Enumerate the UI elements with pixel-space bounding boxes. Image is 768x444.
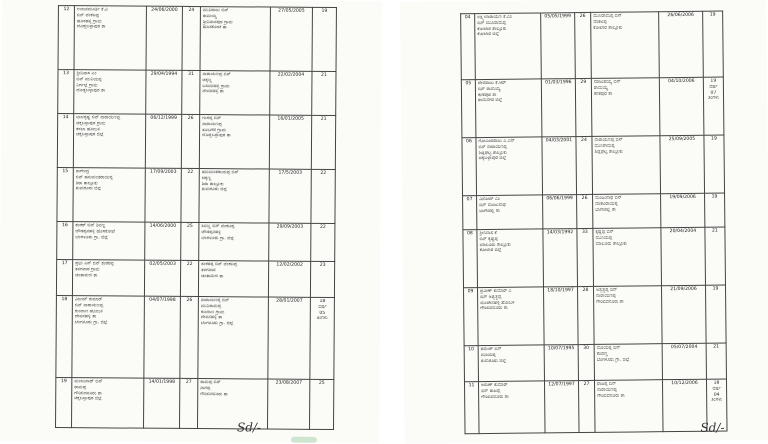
serial-number-cell: 08 bbox=[463, 230, 478, 288]
guardian-cell bbox=[593, 286, 662, 345]
name-line: ಕುಂದಾಣ ಹೋಬಳಿ bbox=[74, 308, 103, 314]
candidate-name-cell bbox=[478, 287, 545, 346]
guardian-line: ರಾಮಯ್ಯ bbox=[202, 13, 217, 19]
serial-number-cell: 11 bbox=[464, 382, 479, 434]
years-cell: 25 bbox=[310, 379, 334, 429]
guardian-line: ಚಿಕ್ಕಣ್ಣ bbox=[202, 77, 212, 83]
birth-date-cell: 06/06/1999 bbox=[543, 195, 577, 229]
name-line: ಗೌರಿಬಿದನೂರು ತಾ bbox=[481, 394, 509, 400]
guardian-cell bbox=[200, 71, 270, 115]
guardian-line: ಶ್ರೀನಿವಾಸಪುರ ಗ್ರಾಮ bbox=[202, 19, 233, 25]
guardian-line: ನಾರಾಯಣಪ್ಪ ಬಿನ್ bbox=[594, 137, 623, 143]
guardian-line: ಶಂಕರಪ್ಪ ಬಿನ್ ವೆಂಕಟಪ್ಪ bbox=[201, 262, 238, 268]
serial-number-cell: 14 bbox=[57, 114, 73, 168]
age-cell: 22 bbox=[180, 260, 198, 296]
name-line: ಅಂಜನಮೂರ್ತಿ ಕೆ.ವಿ bbox=[76, 7, 108, 13]
name-line: ತುಮಕೂರು ಜಿಲ್ಲೆ bbox=[75, 186, 102, 192]
table-row bbox=[56, 378, 368, 430]
guardian-line: ಚಿಕ್ಕಣ್ಣ bbox=[201, 175, 212, 181]
age-cell: 26 bbox=[181, 114, 199, 168]
name-line: ವಿನೋದ್ ಎಂ bbox=[479, 196, 500, 203]
name-line: ಅರುಣ್ ಕುಮಾರ್ bbox=[481, 382, 508, 389]
table-row bbox=[57, 222, 369, 262]
name-line: ಶಿರಾ ತಾಲ್ಲೂಕು bbox=[75, 180, 98, 186]
name-line: ದೊಡ್ಡಬಳ್ಳಾಪುರ ತಾ bbox=[76, 88, 106, 94]
candidate-name-cell bbox=[72, 296, 145, 379]
num-line: 18 bbox=[713, 380, 720, 386]
table-row bbox=[461, 77, 758, 138]
entry-date-cell: 05/07/2004 bbox=[662, 343, 706, 379]
guardian-line: ಮುನಿಯಪ್ಪ bbox=[595, 235, 613, 241]
guardian-line: ತೂಬಗೆರೆ ಗ್ರಾಮ bbox=[202, 127, 227, 133]
guardian-line: ಮುನಿಶಾಮಪ್ಪ bbox=[594, 143, 615, 149]
name-line: ರಮೇಶ್ ಬಿನ್ bbox=[480, 346, 502, 353]
table-row bbox=[462, 135, 759, 196]
name-line: ಚಿಂತಾಮಣಿ ತಾ bbox=[75, 272, 98, 278]
name-line: ದೊಡ್ಡಬಳ್ಳಾಪುರ ತಾ bbox=[76, 24, 106, 30]
name-line: ಬೆಂಗಳೂರು ಗ್ರಾ. ಜಿಲ್ಲೆ bbox=[75, 234, 109, 241]
guardian-line: ನಾರಾಯಣಪ್ಪ ಬಿನ್ bbox=[200, 298, 230, 304]
guardian-line: ಬೆಂಗಳೂರು ಗ್ರಾ. ಜಿಲ್ಲೆ bbox=[201, 235, 235, 241]
age-cell: 29 bbox=[575, 78, 592, 136]
birth-date-cell: 01/03/1996 bbox=[541, 79, 576, 137]
guardian-cell bbox=[198, 297, 269, 379]
entry-date-cell: 10/12/2006 bbox=[662, 379, 707, 431]
entry-date-cell: 17/5/2003 bbox=[269, 169, 311, 223]
name-line: ಬಿನ್ ಅಶ್ವತ್ಥಪ್ಪ bbox=[480, 294, 502, 300]
table-row bbox=[58, 70, 370, 116]
num-line: ವರ್ಷ bbox=[709, 84, 718, 90]
name-line: ಶ್ರೀನಿವಾಸ ಎಂ bbox=[76, 71, 97, 77]
candidate-name-cell bbox=[475, 79, 542, 138]
guardian-cell bbox=[593, 194, 661, 229]
table-row bbox=[57, 114, 369, 170]
age-cell: 25 bbox=[181, 222, 199, 260]
guardian-line: ಕೋಲಾರ ತಾಲ್ಲೂಕು bbox=[593, 25, 623, 31]
name-line: ಬಿನ್ ಮುನಿಯಪ್ಪ bbox=[76, 76, 102, 83]
serial-number-cell: 16 bbox=[57, 222, 73, 260]
guardian-line: ಚಿಂತಾಮಣಿ ತಾ bbox=[201, 273, 224, 279]
guardian-line: ದೇವನಹಳ್ಳಿ ತಾ bbox=[202, 89, 224, 95]
candidate-name-cell bbox=[476, 137, 543, 196]
guardian-line: ಶಿರಾ ತಾಲ್ಲೂಕು bbox=[201, 181, 224, 187]
guardian-line: ಗಂಗಪ್ಪ ಬಿನ್ bbox=[202, 116, 222, 122]
guardian-line: ರಾಮಪ್ಪ ಬಿನ್ bbox=[200, 380, 221, 386]
birth-date-cell: 24/06/2000 bbox=[146, 6, 182, 70]
num-line: ವರ್ಷ bbox=[712, 386, 721, 392]
entry-date-cell: 27/05/2005 bbox=[270, 7, 312, 71]
years-cell bbox=[310, 297, 335, 379]
name-line: ರಾಮನಗರ ಜಿಲ್ಲೆ bbox=[478, 98, 503, 104]
guardian-line: ವೆಂಕಟರಾಯಪ್ಪ bbox=[595, 201, 618, 207]
candidate-name-cell bbox=[478, 381, 545, 434]
birth-date-cell: 14/06/2000 bbox=[145, 222, 181, 260]
guardian-line: ತಳಗವಾರ bbox=[201, 267, 216, 273]
guardian-line: ಮುನಿರಾಮಪ್ಪ ಬಿನ್ bbox=[593, 13, 622, 19]
table-row bbox=[463, 227, 760, 288]
birth-date-cell: 06/12/1999 bbox=[145, 114, 181, 168]
guardian-line: ನಾರಾಯಣಪ್ಪ bbox=[597, 387, 617, 393]
entry-date-cell: 21/09/2006 bbox=[661, 285, 706, 343]
age-cell: 22 bbox=[181, 168, 199, 222]
guardian-line: ನಾರಾಯಣಪ್ಪ bbox=[596, 293, 616, 299]
name-line: ಲಕ್ಷ್ಮೀನಾರಾಯಣ ಕೆ.ಎಂ bbox=[477, 14, 512, 21]
guardian-line: ಬೆಂಗಳೂರು ಗ್ರಾ. ಜಿಲ್ಲೆ bbox=[596, 357, 630, 363]
register-table-right bbox=[460, 10, 761, 434]
age-cell: 26 bbox=[575, 12, 592, 78]
guardian-cell bbox=[592, 136, 661, 195]
guardian-line: ಮರಿಯಪ್ಪ ಬಿನ್ bbox=[596, 345, 621, 351]
birth-date-cell: 29/04/1994 bbox=[146, 70, 182, 114]
name-line: ಚಿಕ್ಕಬಳ್ಳಾಪುರ ಜಿಲ್ಲೆ bbox=[478, 156, 507, 162]
entry-date-cell: 16/01/2005 bbox=[269, 115, 311, 169]
name-line: ಬಿನ್ ರಾಮಯ್ಯ bbox=[477, 86, 501, 92]
guardian-line: ನರಸಿಂಹಯ್ಯ ಬಿನ್ bbox=[593, 79, 621, 85]
birth-date-cell: 18/10/1997 bbox=[544, 287, 579, 345]
serial-number-cell: 07 bbox=[463, 196, 477, 230]
candidate-name-cell bbox=[73, 114, 145, 169]
candidate-name-cell bbox=[477, 229, 544, 288]
signature-left: Sd/- bbox=[236, 420, 262, 435]
guardian-cell bbox=[593, 228, 662, 287]
name-line: ತಳಗವಾರ ಗ್ರಾಮ bbox=[75, 266, 100, 273]
birth-date-cell: 17/09/2003 bbox=[145, 168, 181, 222]
name-line: ನಿರ್ಗಲ್ಲೆ ಗ್ರಾಮ bbox=[76, 82, 98, 88]
age-cell: 27 bbox=[180, 378, 198, 428]
name-line: ಬಿನ್ ಹನುಮಂತರಾಯಪ್ಪ bbox=[75, 174, 113, 181]
guardian-line: ಕುಂದಾಣ ಗ್ರಾಮ bbox=[200, 309, 225, 315]
guardian-line: ಮುನಿರಾಜು ಬಿನ್ bbox=[202, 8, 229, 14]
years-cell: 19 bbox=[705, 193, 725, 227]
name-line: ದೇವರಾಜು ಕೆ.ಆರ್ bbox=[477, 80, 507, 87]
guardian-line: ಗೌರಿಬಿದನೂರು ತಾ bbox=[596, 299, 624, 305]
name-line: ಚಿಕ್ಕಬಳ್ಳಾಪುರ ಜಿಲ್ಲೆ bbox=[74, 396, 102, 402]
guardian-line: ಮಾಲೂರು ತಾಲ್ಲೂಕು bbox=[595, 241, 627, 247]
name-line: ದೇವನಹಳ್ಳಿ ತಾ bbox=[74, 314, 97, 320]
name-line: ಬಾಲಕೃಷ್ಣ ಬಿನ್ ನಾರಾಯಣಪ್ಪ bbox=[76, 115, 121, 121]
entry-date-cell: 28/01/2007 bbox=[268, 297, 311, 379]
num-line: ತಿಂಗಳು bbox=[708, 95, 720, 102]
name-line: ಕಸಬಾ ಹೋಬಳಿ bbox=[76, 126, 101, 132]
birth-date-cell: 12/07/1997 bbox=[544, 381, 579, 433]
name-line: ಶಂಕರ್ ಬಿನ್ ಶಿವಣ್ಣ bbox=[75, 223, 106, 229]
birth-date-cell: 14/03/1992 bbox=[543, 229, 578, 287]
age-cell: 26 bbox=[180, 296, 199, 378]
name-line: ಬಿನ್ ರಾಜಪ್ಪ bbox=[481, 388, 501, 394]
name-line: ಬೆಂಗಳೂರು ಗ್ರಾ. ಜಿಲ್ಲೆ bbox=[74, 320, 108, 326]
entry-date-cell: 04/10/2006 bbox=[659, 77, 704, 135]
num-line: 19 bbox=[710, 78, 717, 84]
guardian-line: ದೇವನಹಳ್ಳಿ ತಾ bbox=[200, 315, 223, 321]
years-cell bbox=[703, 77, 724, 135]
guardian-line: ಚೌಡಪ್ಪನಹಳ್ಳಿ bbox=[201, 229, 222, 236]
serial-number-cell: 06 bbox=[462, 138, 477, 196]
serial-number-cell: 09 bbox=[464, 288, 479, 346]
candidate-name-cell bbox=[72, 378, 144, 429]
name-line: ಗೋವಿಂದರಾಜು ಎ.ಎನ್ bbox=[478, 138, 515, 145]
entry-date-cell: 29/09/2003 bbox=[269, 223, 311, 261]
name-line: ಬಿನ್ ಮುನಿರಾಮಪ್ಪ bbox=[477, 20, 506, 26]
guardian-line: ಕನಕಪುರ ತಾ bbox=[593, 91, 613, 97]
age-cell: 27 bbox=[578, 380, 595, 432]
name-line: ಕೋಲಾರ ತಾಲ್ಲೂಕು bbox=[477, 26, 507, 32]
name-line: ತುಮಕೂರು ಜಿಲ್ಲೆ bbox=[480, 358, 507, 364]
guardian-line: ನಾರಾಯಣಪ್ಪ bbox=[202, 121, 222, 128]
birth-date-cell: 04/07/1998 bbox=[144, 296, 181, 378]
document-page-right bbox=[400, 0, 768, 444]
birth-date-cell: 04/03/2001 bbox=[542, 137, 577, 195]
candidate-name-cell bbox=[73, 168, 145, 223]
entry-date-cell: 20/04/2004 bbox=[661, 227, 706, 285]
name-line: ಚಿಕ್ಕಬಳ್ಳಾಪುರ ಗ್ರಾಮ bbox=[76, 120, 106, 127]
guardian-cell bbox=[591, 78, 660, 137]
entry-date-cell: 23/08/2007 bbox=[268, 379, 310, 429]
guardian-line: ರಾಜಪ್ಪ ಬಿನ್ bbox=[596, 381, 617, 387]
guardian-line: ಅಶ್ವತ್ಥಪ್ಪ ಬಿನ್ bbox=[596, 287, 618, 293]
name-line: ಬಿನ್ ಕೃಷ್ಣಪ್ಪ bbox=[479, 236, 498, 242]
name-line: ಕೋಲಾರ ಜಿಲ್ಲೆ bbox=[479, 248, 502, 254]
years-cell: 21 bbox=[312, 71, 336, 115]
guardian-line: ದೊಡ್ಡಬಳ್ಳಾಪುರ ತಾ bbox=[202, 133, 231, 139]
guardian-cell bbox=[594, 380, 663, 433]
guardian-line: ಬಸವನಹಳ್ಳಿ ಗ್ರಾಮ bbox=[202, 83, 230, 89]
name-line: ಬಿನ್ ನಾರಾಯಣಪ್ಪ bbox=[478, 144, 507, 150]
table-row bbox=[464, 285, 761, 346]
table-row bbox=[56, 260, 368, 298]
guardian-line: ತುಮಕೂರು ಜಿಲ್ಲೆ bbox=[201, 187, 228, 193]
name-line: ಗೌರಿಬಿದನೂರು ತಾ bbox=[480, 306, 508, 312]
table-row bbox=[56, 296, 369, 380]
num-line: 18 bbox=[319, 298, 326, 304]
name-line: ಶಿಡ್ಲಘಟ್ಟ ತಾಲ್ಲೂಕು bbox=[478, 150, 507, 156]
name-line: ಪ್ರವೀಣ್ ಕುಮಾರ್ ಎ bbox=[480, 288, 512, 295]
guardian-line: ಗೌರಿಬಿದನೂರು ತಾ bbox=[200, 391, 228, 397]
name-line: ಬಿನ್ ಮಂಜುನಾಥ bbox=[479, 202, 506, 208]
years-cell: 19 bbox=[312, 7, 336, 71]
years-cell: 21 bbox=[311, 115, 335, 169]
years-cell: 22 bbox=[311, 169, 335, 223]
name-line: ಬಿನ್ ವೆಂಕಟಪ್ಪ bbox=[76, 12, 100, 19]
name-line: ಮಾಲೂರು ತಾಲ್ಲೂಕು bbox=[479, 242, 511, 248]
serial-number-cell: 18 bbox=[56, 296, 73, 378]
age-cell: 31 bbox=[182, 70, 200, 114]
guardian-cell bbox=[199, 115, 269, 169]
table-row bbox=[464, 343, 760, 382]
name-line: ಪ್ರಭು ಎನ್ ಬಿನ್ ಶಂಕರಪ್ಪ bbox=[75, 261, 114, 267]
birth-date-cell: 05/05/1999 bbox=[541, 13, 576, 79]
guardian-cell bbox=[199, 169, 269, 223]
num-line: ವರ್ಷ bbox=[318, 304, 327, 310]
guardian-cell bbox=[591, 12, 660, 79]
years-cell: 21 bbox=[705, 227, 726, 285]
guardian-line: ಕೃಷ್ಣಪ್ಪ ಬಿನ್ bbox=[595, 229, 614, 235]
candidate-name-cell bbox=[74, 6, 146, 71]
table-row bbox=[463, 193, 759, 230]
num-line: ತಿಂಗಳು bbox=[316, 316, 328, 322]
candidate-name-cell bbox=[74, 70, 146, 115]
name-line: ಹೊಸಹಳ್ಳಿ ಗ್ರಾಮ bbox=[76, 18, 102, 24]
serial-number-cell: 15 bbox=[57, 168, 73, 222]
serial-number-cell: 12 bbox=[58, 6, 74, 70]
guardian-line: ರಾಮಯ್ಯ bbox=[593, 85, 608, 91]
name-line: ಚಿಕ್ಕಬಳ್ಳಾಪುರ ಜಿಲ್ಲೆ bbox=[76, 132, 104, 138]
guardian-line: ಗೌರಿಬಿದನೂರು ತಾ bbox=[597, 393, 625, 399]
name-line: ನಾಗೇಂದ್ರ bbox=[75, 169, 90, 175]
serial-number-cell: 19 bbox=[56, 378, 72, 428]
guardian-cell bbox=[200, 7, 270, 71]
age-cell: 24 bbox=[182, 6, 200, 70]
age-cell: 33 bbox=[577, 228, 594, 286]
num-line: 04 bbox=[713, 392, 720, 398]
name-line: ಮಂಚೇನಹಳ್ಳಿ ಹೋಬಳಿ bbox=[480, 300, 515, 306]
guardian-line: ನಾರಾಯಣಪ್ಪ ಬಿನ್ bbox=[202, 72, 231, 78]
name-line: ಚೌಡಪ್ಪನಹಳ್ಳಿ ಹೊಸಕೋಟೆ bbox=[75, 228, 115, 235]
birth-date-cell: 10/07/1995 bbox=[544, 345, 578, 381]
guardian-line: ಶಿಡ್ಲಘಟ್ಟ ತಾಲ್ಲೂಕು bbox=[594, 149, 623, 155]
serial-number-cell: 05 bbox=[461, 80, 476, 138]
serial-number-cell: 04 bbox=[461, 14, 476, 80]
name-line: ಗೌರಿಬಿದನೂರು ತಾ bbox=[74, 390, 102, 396]
age-cell: 30 bbox=[578, 344, 594, 380]
years-cell: 19 bbox=[703, 11, 724, 77]
entry-date-cell: 12/02/2002 bbox=[268, 261, 310, 297]
serial-number-cell: 13 bbox=[58, 70, 74, 114]
num-line: 07 bbox=[710, 90, 717, 96]
num-line: 05 bbox=[319, 310, 326, 316]
name-line: ಶ್ರೀನಿವಾಸ ಕೆ bbox=[479, 230, 497, 237]
guardian-cell bbox=[199, 223, 269, 261]
years-cell: 23 bbox=[310, 261, 334, 297]
signature-right: Sd/- bbox=[700, 420, 725, 435]
years-cell: 19 bbox=[704, 135, 725, 193]
guardian-cell bbox=[198, 261, 268, 297]
table-row bbox=[461, 11, 758, 80]
guardian-line: ವೆಂಕಟಪ್ಪ bbox=[593, 19, 607, 25]
name-line: ಬಿನ್ ನಾರಾಯಣಪ್ಪ bbox=[74, 302, 104, 309]
age-cell: 24 bbox=[576, 136, 593, 194]
num-line: ತಿಂಗಳು bbox=[711, 397, 723, 404]
candidate-name-cell bbox=[72, 260, 144, 297]
guardian-line: ಶಿವಣ್ಣ ಬಿನ್ ವೆಂಕಟಪ್ಪ bbox=[201, 224, 235, 230]
serial-number-cell: 10 bbox=[464, 346, 478, 382]
guardian-cell bbox=[594, 344, 662, 381]
age-cell: 26 bbox=[577, 194, 593, 228]
register-table-left bbox=[55, 5, 371, 430]
serial-number-cell: 17 bbox=[56, 260, 72, 296]
table-row bbox=[57, 168, 369, 224]
name-line: ಕನಕಪುರ ತಾ bbox=[477, 92, 497, 98]
candidate-name-cell bbox=[477, 195, 543, 230]
years-cell: 19 bbox=[705, 285, 726, 343]
table-row bbox=[58, 6, 370, 72]
guardian-line: ಬೆಂಗಳೂರು ಗ್ರಾ. ಜಿಲ್ಲೆ bbox=[200, 321, 234, 327]
guardian-line: ಬಾಗೇಪಲ್ಲಿ ತಾ bbox=[595, 207, 616, 213]
years-cell: 21 bbox=[706, 343, 726, 379]
guardian-line: ಹೊಸಕೋಟೆ ತಾ bbox=[202, 25, 227, 31]
guardian-line: ಹನುಮಂತರಾಯಪ್ಪ ಬಿನ್ bbox=[201, 170, 239, 176]
entry-date-cell: 25/09/2005 bbox=[660, 135, 705, 193]
name-line: ಮಂಜುನಾಥ್ ಬಿನ್ bbox=[74, 379, 103, 385]
years-cell: 22 bbox=[311, 223, 335, 261]
age-cell: 28 bbox=[578, 286, 595, 344]
birth-date-cell: 02/05/2003 bbox=[144, 260, 180, 296]
document-page-left bbox=[0, 0, 382, 443]
name-line: ಕೋಲಾರ ಜಿಲ್ಲೆ bbox=[477, 32, 500, 38]
candidate-name-cell bbox=[73, 222, 145, 261]
entry-date-cell: 19/09/2006 bbox=[661, 193, 705, 227]
name-line: ವಿಜಯ್ ಕುಮಾರ್ bbox=[74, 297, 103, 303]
name-line: ಮರಿಯಪ್ಪ bbox=[480, 352, 496, 358]
guardian-line: ಕೆಂಪಣ್ಣ bbox=[596, 351, 608, 357]
name-line: ಬಾಗೇಪಲ್ಲಿ ತಾ bbox=[479, 208, 500, 214]
guardian-line: ಮಂಜುನಾಥ ಬಿನ್ bbox=[595, 195, 622, 201]
entry-date-cell: 22/02/2004 bbox=[270, 71, 312, 115]
candidate-name-cell bbox=[478, 345, 544, 382]
name-line: ರಾಮಪ್ಪ bbox=[74, 384, 87, 391]
candidate-name-cell bbox=[475, 13, 542, 80]
entry-date-cell: 26/06/2006 bbox=[659, 11, 704, 77]
birth-date-cell: 14/01/1998 bbox=[144, 378, 180, 428]
guardian-line: ಮುನಿಶಾಮಪ್ಪ bbox=[200, 303, 222, 310]
guardian-line: ನಾಗಪ್ಪ bbox=[200, 385, 211, 391]
